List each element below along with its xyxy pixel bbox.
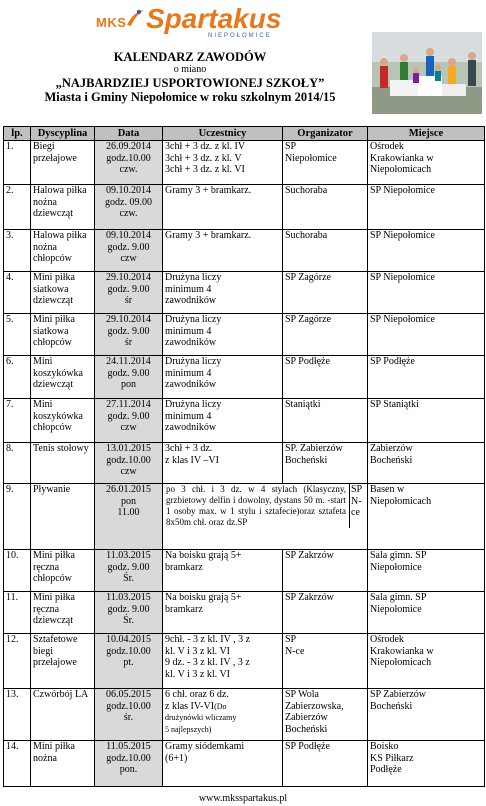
cell-date — [95, 399, 163, 443]
discipline-line: przełajowe — [33, 657, 77, 668]
cell-discipline — [31, 634, 95, 689]
date-line: 09.10.2014 — [106, 185, 151, 196]
cell-date — [95, 356, 163, 399]
cell-discipline — [31, 550, 95, 592]
discipline-line: chłopców — [33, 253, 72, 264]
cell-place — [368, 689, 485, 741]
table-row — [4, 689, 485, 741]
organizer-line: SP Podłęże — [285, 356, 330, 367]
cell-lp: 7. — [4, 399, 31, 443]
discipline-line: nożna — [33, 241, 57, 253]
participants-note: (Do — [214, 701, 227, 711]
cell-discipline — [31, 689, 95, 741]
cell-lp: 2. — [4, 185, 31, 230]
date-line: 27.11.2014 — [106, 399, 151, 410]
date-line: 11.05.2015 — [106, 741, 151, 752]
place-line: Bocheński — [370, 454, 413, 466]
cell-participants — [163, 314, 283, 356]
cell-place — [368, 141, 485, 185]
participants-note: drużynówki wliczamy — [165, 713, 237, 722]
participants-line: minimum 4 — [165, 283, 212, 295]
participants-line: 3chł + 3 dz. — [165, 443, 213, 454]
date-line: 24.11.2014 — [106, 356, 151, 367]
date-line: godz. 9.00 — [107, 325, 150, 337]
discipline-line: ręczna — [33, 603, 60, 615]
date-line: godz.10.00 — [106, 454, 151, 466]
award-ceremony-photo — [372, 32, 482, 114]
place-line: Ośrodek — [370, 634, 404, 645]
participants-line: Drużyna liczy — [165, 272, 222, 283]
discipline-line: siatkowa — [33, 325, 69, 337]
date-line: godz. 09.00 — [105, 196, 152, 208]
discipline-line: koszykówka — [33, 410, 83, 422]
cell-place — [368, 314, 485, 356]
place-line: Ośrodek — [370, 141, 404, 152]
cell-discipline — [31, 185, 95, 230]
participants-line: zawodników — [165, 422, 217, 433]
discipline-line: Mini piłka — [33, 272, 75, 283]
cell-discipline — [31, 399, 95, 443]
date-line: godz. 9.00 — [107, 283, 150, 295]
cell-date — [95, 484, 163, 550]
discipline-line: Mini — [33, 399, 53, 410]
competition-calendar-table — [3, 126, 485, 787]
discipline-line: Mini piłka — [33, 592, 75, 603]
cell-place — [368, 443, 485, 484]
document-title — [20, 50, 360, 104]
logo-name: Spartakus — [146, 3, 282, 34]
table-row — [4, 272, 485, 314]
organizer-line: SP Podłęże — [285, 741, 330, 752]
cell-participants — [163, 272, 283, 314]
cell-discipline — [31, 484, 95, 550]
participants-line: 3chł + 3 dz. z kl. IV — [165, 141, 246, 152]
organizer-line: SP — [351, 484, 363, 495]
place-line: KS Piłkarz — [370, 752, 414, 764]
discipline-line: ręczna — [33, 561, 60, 573]
organizer-split — [349, 484, 367, 528]
date-line: 13.01.2015 — [106, 443, 151, 454]
date-line: godz.10.00 — [106, 752, 151, 764]
cell-discipline — [31, 741, 95, 787]
organizer-line: Niepołomice — [285, 152, 337, 164]
discipline-line: Halowa piłka — [33, 185, 87, 196]
date-line: pon — [121, 379, 136, 390]
participants-line: Gramy siódemkami — [165, 741, 245, 752]
cell-lp: 9. — [4, 484, 31, 550]
place-line: Sala gimn. SP — [370, 550, 427, 561]
cell-date — [95, 230, 163, 272]
participants-line: kl. V i 3 z kl. VI — [165, 645, 231, 657]
place-line: Niepołomicach — [370, 164, 432, 175]
cell-lp: 10. — [4, 550, 31, 592]
cell-date — [95, 443, 163, 484]
date-line: śr — [124, 295, 133, 306]
title-line-2: o miano — [173, 64, 207, 75]
logo-prefix: MKS — [96, 15, 127, 30]
cell-date — [95, 741, 163, 787]
participants-line: 3chł + 3 dz. z kl. V — [165, 152, 242, 164]
place-line: Sala gimn. SP — [370, 592, 427, 603]
place-line: Niepołomicach — [370, 657, 432, 668]
cell-place — [368, 185, 485, 230]
cell-lp: 13. — [4, 689, 31, 741]
header-organizer: Organizator — [283, 127, 368, 141]
place-line: SP Zabierzów — [370, 689, 427, 700]
discipline-line: nożna — [33, 196, 57, 208]
date-line: 09.10.2014 — [106, 230, 151, 241]
organizer-line: Zabierzów — [285, 712, 328, 723]
title-line-3: „NAJBARDZIEJ USPORTOWIONEJ SZKOŁY” — [55, 76, 325, 90]
table-row — [4, 741, 485, 787]
cell-lp: 14. — [4, 741, 31, 787]
cell-lp: 1. — [4, 141, 31, 185]
date-line: śr — [124, 337, 133, 348]
title-line-4: Miasta i Gminy Niepołomice w roku szkolnym 2014/15 — [44, 90, 336, 104]
place-line: Podłęże — [370, 764, 402, 775]
date-line: 29.10.2014 — [106, 272, 151, 283]
cell-discipline — [31, 141, 95, 185]
cell-place — [368, 230, 485, 272]
cell-organizer — [283, 550, 368, 592]
organizer-line: Staniątki — [285, 399, 321, 410]
participants-line: minimum 4 — [165, 367, 212, 379]
date-line: godz. 9.00 — [107, 241, 150, 253]
participants-line: 6 chł. oraz 6 dz. — [165, 689, 229, 700]
cell-lp: 12. — [4, 634, 31, 689]
discipline-line: nożna — [33, 752, 57, 764]
date-line: godz. 9.00 — [107, 367, 150, 379]
date-line: czw — [120, 253, 137, 264]
place-line: Krakowianka w — [370, 152, 434, 164]
cell-organizer — [283, 141, 368, 185]
logo-subtitle: NIEPOŁOMICE — [208, 33, 272, 39]
participants-line: Na boisku grają 5+ — [165, 592, 242, 603]
participants-line: bramkarz — [165, 603, 203, 615]
organizer-line: SP — [285, 141, 297, 152]
place-line: Boisko — [370, 741, 399, 752]
table-row — [4, 356, 485, 399]
discipline-line: chłopców — [33, 573, 72, 584]
cell-place — [368, 592, 485, 634]
table-row — [4, 314, 485, 356]
date-line: 11.03.2015 — [106, 550, 151, 561]
participants-line: 3chł + 3 dz. z kl. VI — [165, 164, 245, 175]
cell-participants — [163, 399, 283, 443]
participants-line: Gramy 3 + bramkarz. — [165, 230, 252, 241]
place-line: Basen w — [370, 484, 405, 495]
date-line: 06.05.2015 — [106, 689, 151, 700]
cell-organizer — [283, 741, 368, 787]
header-discipline: Dyscyplina — [31, 127, 95, 141]
participants-note: 5 najlepszych) — [165, 724, 212, 734]
cell-lp: 6. — [4, 356, 31, 399]
table-row — [4, 550, 485, 592]
cell-participants — [163, 443, 283, 484]
place-line: Niepołomice — [370, 603, 422, 615]
organizer-line: SP Wola — [285, 689, 319, 700]
date-line: Śr. — [123, 573, 134, 584]
cell-lp: 4. — [4, 272, 31, 314]
cell-place — [368, 634, 485, 689]
date-line: 26.09.2014 — [106, 141, 151, 152]
cell-place — [368, 272, 485, 314]
place-line: Niepołomice — [370, 561, 422, 573]
table-row — [4, 141, 485, 185]
cell-date — [95, 550, 163, 592]
participants-line: (6+1) — [165, 752, 188, 764]
table-row — [4, 399, 485, 443]
participants-line: zawodników — [165, 337, 217, 348]
cell-date — [95, 185, 163, 230]
cell-organizer — [283, 443, 368, 484]
place-line: Bocheński — [370, 700, 413, 712]
organizer-line: SP Zakrzów — [285, 592, 334, 603]
cell-participants — [163, 141, 283, 185]
organizer-line: SP Zagórze — [285, 272, 332, 283]
cell-date — [95, 592, 163, 634]
cell-place — [368, 550, 485, 592]
cell-discipline — [31, 592, 95, 634]
cell-lp: 11. — [4, 592, 31, 634]
place-line: Krakowianka w — [370, 645, 434, 657]
cell-participants — [163, 592, 283, 634]
cell-discipline — [31, 356, 95, 399]
cell-organizer — [283, 230, 368, 272]
organizer-line: SP — [285, 634, 297, 645]
participants-line: Gramy 3 + bramkarz. — [165, 185, 252, 196]
runner-swoosh-icon — [124, 7, 146, 29]
cell-date — [95, 689, 163, 741]
cell-place — [368, 484, 485, 550]
cell-date — [95, 634, 163, 689]
discipline-line: biegi — [33, 645, 53, 657]
cell-place — [368, 356, 485, 399]
cell-participants — [163, 185, 283, 230]
place-line: SP Podłęże — [370, 356, 415, 367]
date-line: 11.03.2015 — [106, 592, 151, 603]
date-line: czw — [120, 466, 137, 477]
club-logo — [96, 3, 310, 41]
cell-date — [95, 314, 163, 356]
cell-lp: 3. — [4, 230, 31, 272]
cell-lp: 8. — [4, 443, 31, 484]
date-line: godz. 9.00 — [107, 410, 150, 422]
cell-lp: 5. — [4, 314, 31, 356]
place-line: SP Niepołomice — [370, 185, 435, 196]
organizer-line: SP. Zabierzów — [285, 443, 343, 454]
date-line: 11.00 — [117, 507, 140, 518]
header-place: Miejsce — [368, 127, 485, 141]
participants-line: bramkarz — [165, 561, 203, 573]
date-line: godz.10.00 — [106, 645, 151, 657]
organizer-line: N- — [351, 495, 362, 507]
participants-line: kl. V i 3 z kl. VI — [165, 668, 231, 680]
discipline-line: Biegi — [33, 141, 55, 152]
organizer-line: ce — [351, 507, 360, 518]
discipline-line: Mini — [33, 356, 53, 367]
discipline-line: Mini piłka — [33, 314, 75, 325]
place-line: Zabierzów — [370, 443, 413, 454]
table-row — [4, 634, 485, 689]
date-line: czw — [120, 422, 137, 433]
discipline-line: dziewcząt — [33, 379, 73, 390]
participants-line — [165, 701, 280, 713]
participants-line: Drużyna liczy — [165, 314, 222, 325]
participants-line: z klas IV –VI — [165, 454, 219, 466]
cell-organizer — [283, 689, 368, 741]
organizer-line: SP Zakrzów — [285, 550, 334, 561]
cell-participants — [163, 356, 283, 399]
discipline-line: siatkowa — [33, 283, 69, 295]
cell-organizer — [283, 356, 368, 399]
discipline-line: Pływanie — [33, 484, 71, 495]
place-line: Niepołomicach — [370, 495, 432, 507]
participants-fragment: z klas IV-VI — [165, 700, 215, 712]
discipline-line: Czwórbój LA — [33, 689, 89, 700]
organizer-line: SP Zagórze — [285, 314, 332, 325]
discipline-line: Sztafetowe — [33, 634, 78, 645]
page-header — [0, 0, 486, 126]
header-participants: Uczestnicy — [163, 127, 283, 141]
date-line: godz. 9.00 — [107, 561, 150, 573]
date-line: godz.10.00 — [106, 700, 151, 712]
participants-line: Drużyna liczy — [165, 356, 222, 367]
discipline-line: dziewcząt — [33, 295, 73, 306]
cell-organizer — [283, 399, 368, 443]
date-line: pon — [121, 495, 136, 507]
discipline-line: przełajowe — [33, 152, 77, 164]
cell-place — [368, 399, 485, 443]
place-line: SP Staniątki — [370, 399, 419, 410]
cell-discipline — [31, 230, 95, 272]
table-header-row — [4, 127, 485, 141]
organizer-line: Suchoraba — [285, 185, 328, 196]
date-line: pon. — [119, 764, 138, 775]
cell-participants — [163, 741, 283, 787]
table-row — [4, 484, 485, 550]
cell-participants — [163, 689, 283, 741]
date-line: Śr. — [123, 615, 134, 626]
cell-organizer — [283, 314, 368, 356]
cell-discipline — [31, 272, 95, 314]
title-line-1: KALENDARZ ZAWODÓW — [113, 50, 267, 64]
date-line: godz. 9.00 — [107, 603, 150, 615]
date-line: 10.04.2015 — [106, 634, 151, 645]
discipline-line: dziewcząt — [33, 615, 73, 626]
participants-line: 9chł. - 3 z kl. IV , 3 z — [165, 634, 251, 645]
participants-text: po 3 chł. i 3 dz. w 4 stylach (Klasyczny, grzbietowy delfin i dowolny, dystans 50 m. -start 1 osoby max. w 1 stylu i sztafecie)oraz sztafeta 8x50m chł. oraz dz.SP — [166, 484, 346, 527]
discipline-line: Mini piłka — [33, 550, 75, 561]
organizer-line: Suchoraba — [285, 230, 328, 241]
organizer-line: Zabierzowska, — [285, 700, 344, 712]
participants-line: minimum 4 — [165, 410, 212, 422]
participants-line: 9 dz. - 3 z kl. IV , 3 z — [165, 657, 250, 668]
date-line: pt. — [123, 657, 134, 668]
participants-line: zawodników — [165, 295, 217, 306]
date-line: 26.01.2015 — [106, 484, 151, 495]
discipline-line: chłopców — [33, 337, 72, 348]
cell-organizer — [283, 634, 368, 689]
cell-discipline — [31, 314, 95, 356]
cell-date — [95, 141, 163, 185]
cell-organizer — [283, 272, 368, 314]
date-line: czw. — [119, 208, 138, 219]
participants-line: Drużyna liczy — [165, 399, 222, 410]
table-row — [4, 185, 485, 230]
date-line: śr. — [123, 712, 134, 723]
discipline-line: Mini piłka — [33, 741, 75, 752]
date-line: czw. — [119, 164, 138, 175]
cell-discipline — [31, 443, 95, 484]
header-date: Data — [95, 127, 163, 141]
date-line: 29.10.2014 — [106, 314, 151, 325]
organizer-line: Bocheński — [285, 723, 328, 735]
footer-url: www.mksspartakus.pl — [198, 793, 288, 804]
cell-organizer — [283, 592, 368, 634]
cell-participants-organizer — [163, 484, 368, 550]
header-lp: lp. — [4, 127, 31, 141]
participants-line: Na boisku grają 5+ — [165, 550, 242, 561]
cell-date — [95, 272, 163, 314]
cell-participants — [163, 634, 283, 689]
discipline-line: koszykówka — [33, 367, 83, 379]
place-line: SP Niepołomice — [370, 314, 435, 325]
table-row — [4, 443, 485, 484]
cell-participants — [163, 550, 283, 592]
discipline-line: dziewcząt — [33, 208, 73, 219]
participants-line: zawodników — [165, 379, 217, 390]
place-line: SP Niepołomice — [370, 272, 435, 283]
discipline-line: Tenis stołowy — [33, 443, 89, 454]
participants-line: minimum 4 — [165, 325, 212, 337]
organizer-line: Bocheński — [285, 454, 328, 466]
discipline-line: chłopców — [33, 422, 72, 433]
cell-participants — [163, 230, 283, 272]
table-row — [4, 592, 485, 634]
organizer-line: N-ce — [285, 645, 305, 657]
cell-place — [368, 741, 485, 787]
place-line: SP Niepołomice — [370, 230, 435, 241]
discipline-line: Halowa piłka — [33, 230, 87, 241]
cell-organizer — [283, 185, 368, 230]
date-line: godz.10.00 — [106, 152, 151, 164]
table-row — [4, 230, 485, 272]
